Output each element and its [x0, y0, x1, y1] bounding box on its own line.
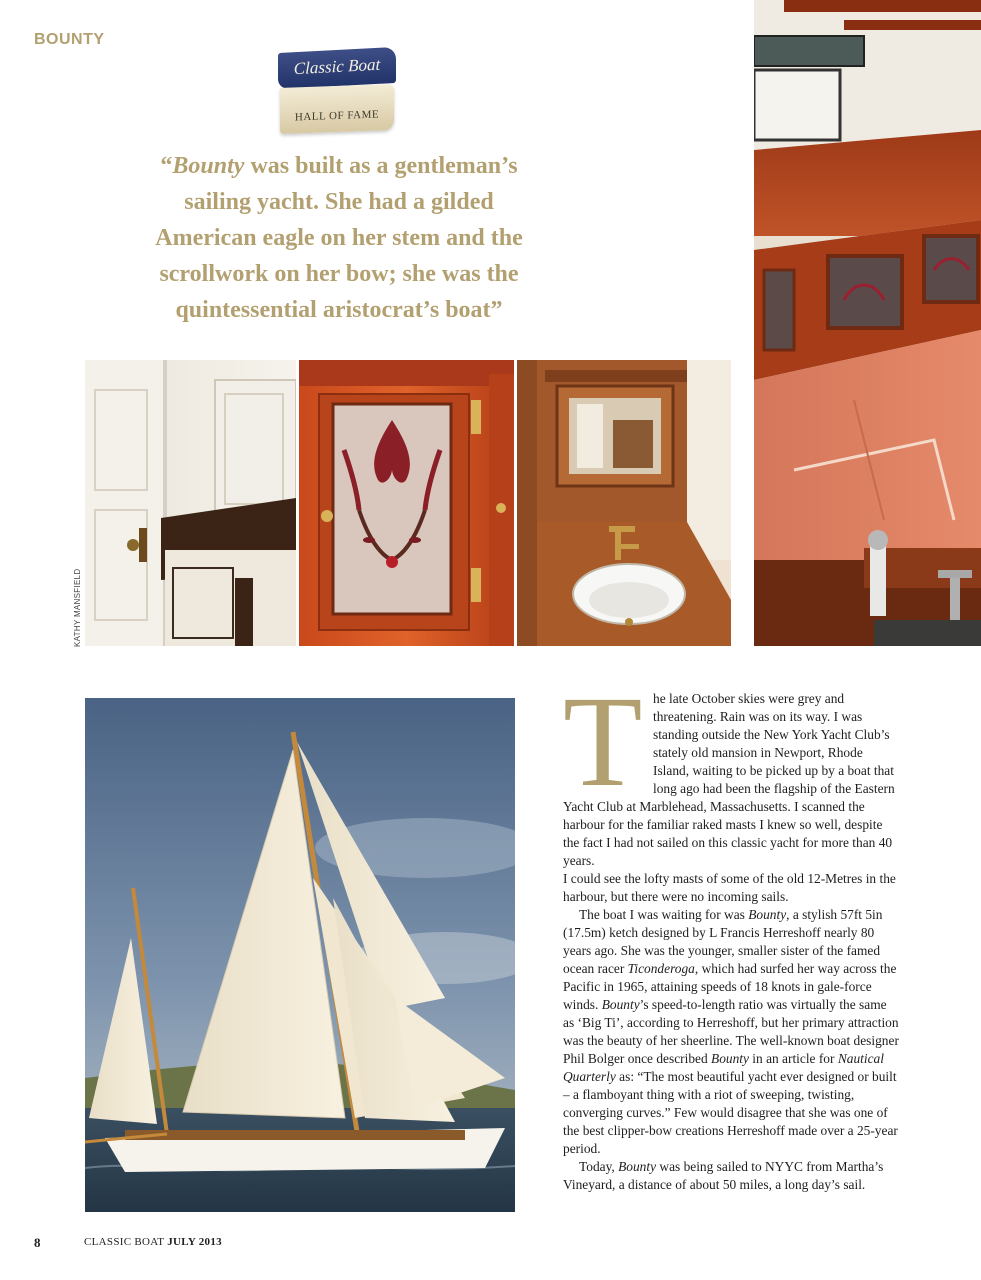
page-number: 8	[34, 1235, 41, 1250]
photo-saloon-interior	[754, 0, 981, 646]
photo-cabin-door	[85, 360, 296, 646]
section-tag: BOUNTY	[34, 31, 105, 48]
photo-stained-glass-cabinet	[299, 360, 514, 646]
footer-magazine-issue: CLASSIC BOAT JULY 2013	[84, 1236, 222, 1248]
pull-quote: “Bounty was built as a gentleman’s sailing yacht. She had a gilded American eagle on her stem and the scrollwork on her bow; she was the quintessential aristocrat’s boat”	[155, 153, 523, 323]
article-body	[563, 670, 899, 1194]
photo-credit: KATHY MANSFIELD	[73, 568, 82, 647]
logo-bottom-text: HALL OF FAME	[294, 108, 380, 124]
article-paragraph-2: I could see the lofty masts of some of the old 12-Metres in the harbour, but there were no incoming sails.	[563, 871, 896, 904]
photo-wash-basin	[517, 360, 731, 646]
photo-bounty-sailing	[85, 698, 515, 1212]
drop-cap: T	[563, 670, 643, 814]
article-paragraph-3: The boat I was waiting for was Bounty, a stylish 57ft 5in (17.5m) ketch designed by L Francis Herreshoff nearly 80 years ago. She was the younger, smaller sister of the famed ocean racer Ticonderoga, which had surfed her way across the Pacific in 1965, attaining speeds of 18 knots in gale-force winds. Bounty’s speed-to-length ratio was virtually the same as ‘Big Ti’, according to Herreshoff, but her primary attraction was the beauty of her sheerline. The well-known boat designer Phil Bolger once described Bounty in an article for Nautical Quarterly as: “The most beautiful yacht ever designed or built – a flamboyant thing with a riot of sweeping, twisting, converging curves.” Few would disagree that she was one of the best clipper-bow creations Herreshoff made over a 25-year period.	[563, 907, 899, 1156]
logo-top-text: Classic Boat	[293, 54, 381, 79]
article-paragraph-1: he late October skies were grey and threatening. Rain was on its way. I was standing outside the New York Yacht Club’s stately old mansion in Newport, Rhode Island, waiting to be picked up by a boat that long ago had been the flagship of the Eastern Yacht Club at Marblehead, Massachusetts. I scanned the harbour for the familiar raked masts I knew so well, despite the fact I had not sailed on this classic yacht for more than 40 years.	[563, 691, 895, 868]
hall-of-fame-logo	[278, 50, 396, 134]
article-paragraph-4: Today, Bounty was being sailed to NYYC from Martha’s Vineyard, a distance of about 50 miles, a long day’s sail.	[563, 1159, 884, 1192]
pull-quote-boat-name: Bounty	[172, 153, 245, 179]
